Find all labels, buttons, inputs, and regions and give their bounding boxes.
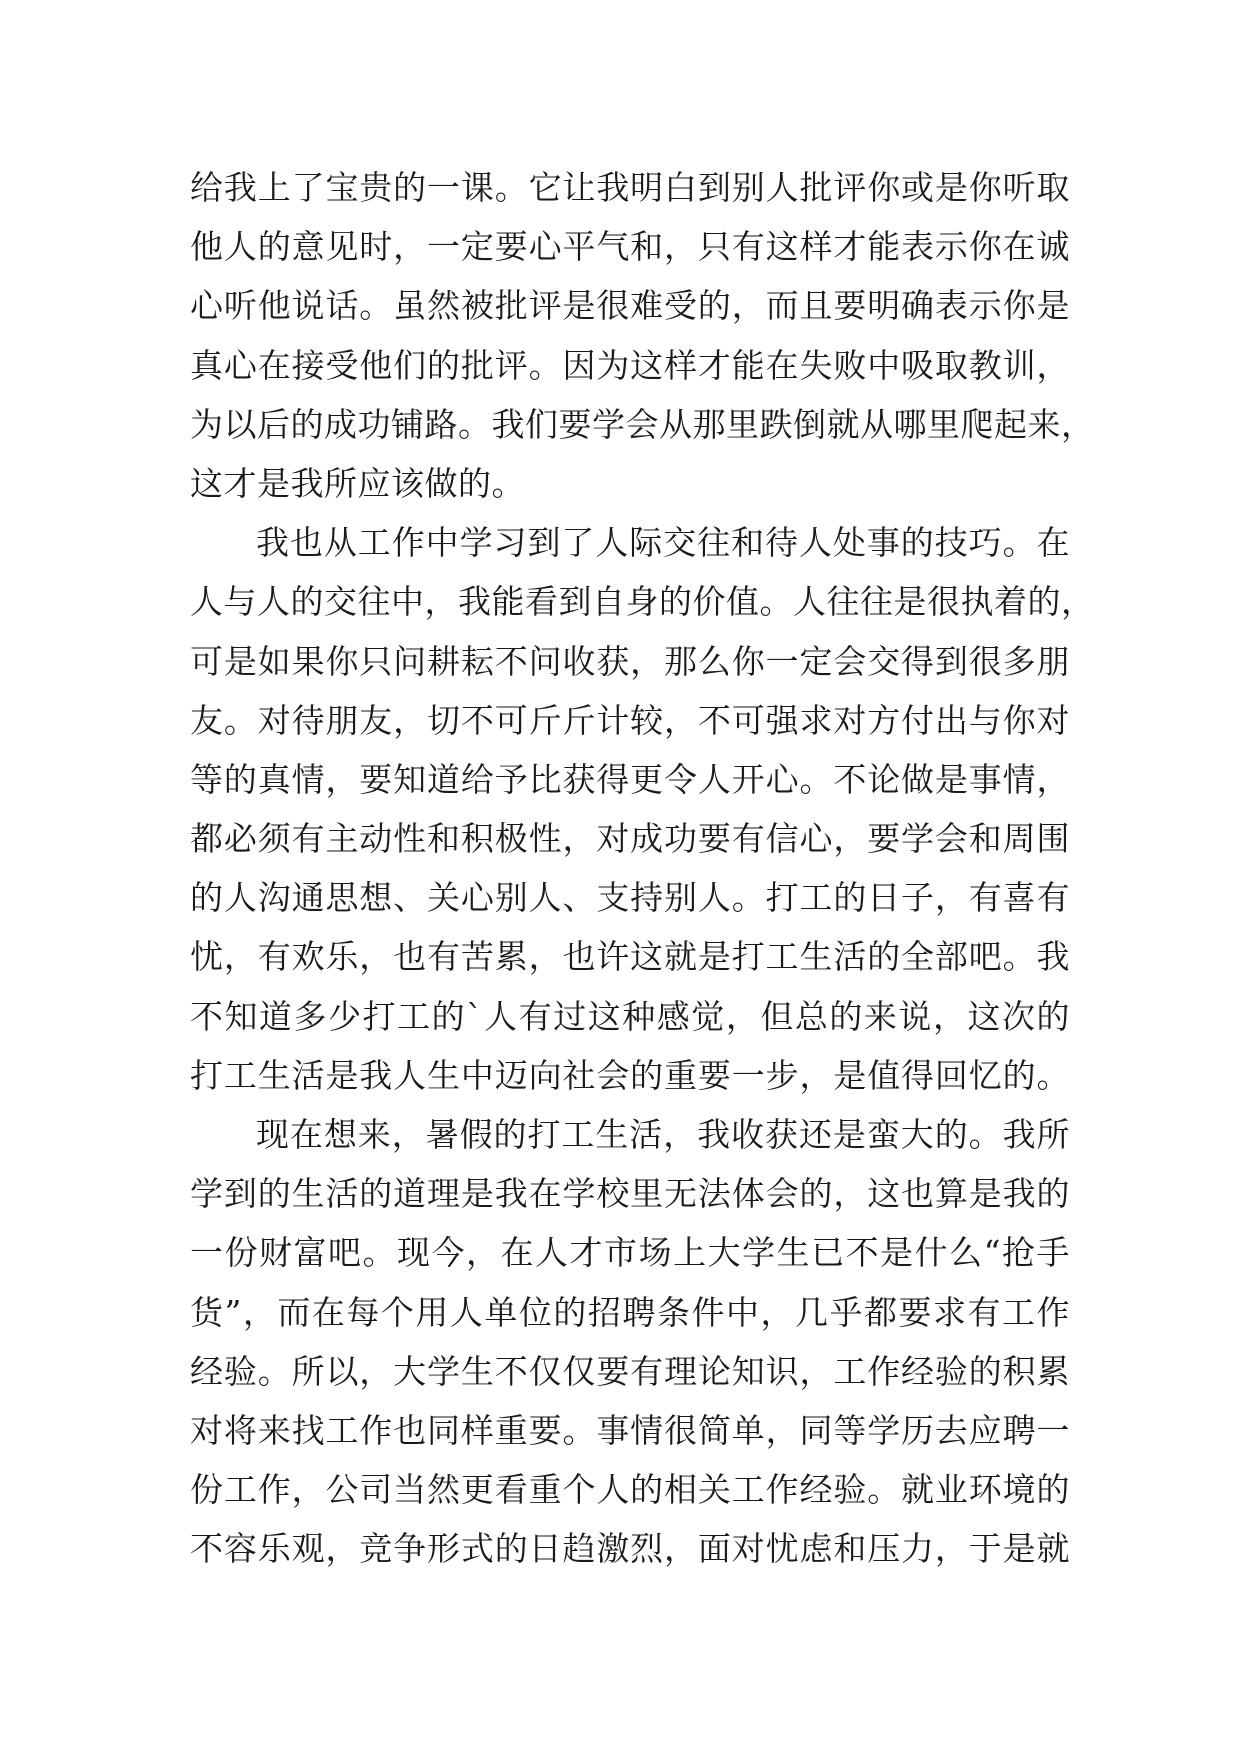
text-line: 经验。所以，大学生不仅仅要有理论知识，工作经验的积累 [190, 1351, 1070, 1391]
text-line: 打工生活是我人生中迈向社会的重要一步，是值得回忆的。 [190, 1055, 1070, 1095]
text-line: 等的真情，要知道给予比获得更令人开心。不论做是事情， [190, 759, 1070, 799]
text-line: 可是如果你只问耕耘不问收获，那么你一定会交得到很多朋 [190, 641, 1070, 681]
text-line: 现在想来，暑假的打工生活，我收获还是蛮大的。我所 [256, 1115, 1070, 1154]
text-line: 忧，有欢乐，也有苦累，也许这就是打工生活的全部吧。我 [190, 937, 1070, 977]
text-line: 份工作，公司当然更看重个人的相关工作经验。就业环境的 [190, 1470, 1070, 1510]
text-line: 这才是我所应该做的。 [190, 463, 525, 503]
text-line: 他人的意见时，一定要心平气和，只有这样才能表示你在诚 [190, 227, 1070, 267]
text-line: 我也从工作中学习到了人际交往和待人处事的技巧。在 [256, 523, 1070, 563]
text-line: 给我上了宝贵的一课。它让我明白到别人批评你或是你听取 [190, 168, 1070, 207]
text-line: 为以后的成功铺路。我们要学会从那里跌倒就从哪里爬起来， [190, 404, 1095, 444]
text-line: 不知道多少打工的`人有过这种感觉，但总的来说，这次的 [190, 996, 1070, 1036]
text-line: 友。对待朋友，切不可斤斤计较，不可强求对方付出与你对 [190, 700, 1070, 740]
text-line: 对将来找工作也同样重要。事情很简单，同等学历去应聘一 [190, 1410, 1070, 1450]
text-line: 人与人的交往中，我能看到自身的价值。人往往是很执着的， [190, 582, 1095, 622]
paragraph-2 [190, 513, 1095, 1105]
body-text [190, 158, 1095, 1579]
text-line: 都必须有主动性和积极性，对成功要有信心，要学会和周围 [190, 819, 1070, 859]
text-line: 心听他说话。虽然被批评是很难受的，而且要明确表示你是 [190, 286, 1070, 326]
text-line: 一份财富吧。现今，在人才市场上大学生已不是什么“抢手 [190, 1233, 1070, 1273]
paragraph-1 [190, 158, 1095, 513]
text-line: 真心在接受他们的批评。因为这样才能在失败中吸取教训， [190, 345, 1070, 385]
text-line: 不容乐观，竞争形式的日趋激烈，面对忧虑和压力，于是就 [190, 1529, 1070, 1569]
text-line: 的人沟通思想、关心别人、支持别人。打工的日子，有喜有 [190, 878, 1070, 918]
paragraph-3 [190, 1105, 1070, 1579]
text-line: 学到的生活的道理是我在学校里无法体会的，这也算是我的 [190, 1174, 1070, 1214]
text-line: 货”，而在每个用人单位的招聘条件中，几乎都要求有工作 [190, 1292, 1070, 1332]
